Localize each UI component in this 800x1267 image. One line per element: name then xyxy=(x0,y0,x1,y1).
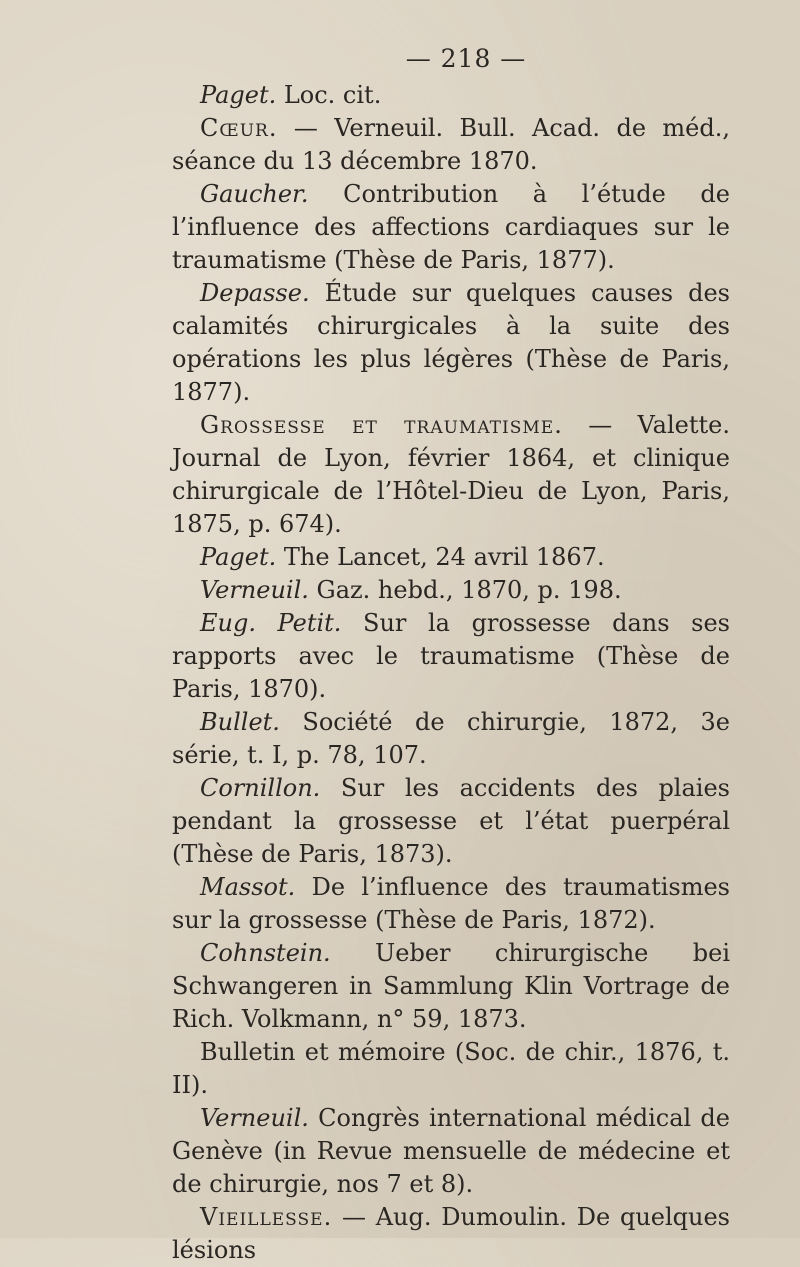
page-content xyxy=(172,44,730,1267)
entry-author: Paget. xyxy=(200,543,277,571)
entry-text: Congrès international médical de Genève (in Revue mensuelle de médecine et de chirurgie, nos 7 et 8). xyxy=(172,1104,730,1198)
entry-author: Grossesse et traumatisme. xyxy=(200,411,563,439)
entry-text: Sur les accidents des plaies pendant la grossesse et l’état puerpéral (Thèse de Paris, 1873). xyxy=(172,774,730,868)
bibliography-entry xyxy=(172,772,730,871)
bibliography-entry xyxy=(172,937,730,1036)
bibliography-entry xyxy=(172,574,730,607)
bibliography-entry xyxy=(172,607,730,706)
entry-text: — Valette. Journal de Lyon, février 1864, et clinique chirurgicale de l’Hôtel-Dieu de Lyon, Paris, 1875, p. 674). xyxy=(172,411,730,538)
entry-text: Étude sur quelques causes des calamités chirurgicales à la suite des opérations les plus légères (Thèse de Paris, 1877). xyxy=(172,279,730,406)
entry-author: Depasse. xyxy=(200,279,310,307)
entry-author: Paget. xyxy=(200,81,277,109)
bibliography-entry xyxy=(172,79,730,112)
bibliography-entry xyxy=(172,112,730,178)
entry-text: De l’influence des traumatismes sur la grossesse (Thèse de Paris, 1872). xyxy=(172,873,730,934)
entry-author: Verneuil. xyxy=(200,576,309,604)
entry-text: Gaz. hebd., 1870, p. 198. xyxy=(308,576,622,604)
entry-text: Société de chirurgie, 1872, 3e série, t. I, p. 78, 107. xyxy=(172,708,730,769)
entry-text: — Verneuil. Bull. Acad. de méd., séance du 13 décembre 1870. xyxy=(172,114,730,175)
bibliography-entry xyxy=(172,1102,730,1201)
entry-author: Cornillon. xyxy=(200,774,321,802)
bibliography-entry xyxy=(172,409,730,541)
entry-text: Sur la grossesse dans ses rapports avec le traumatisme (Thèse de Paris, 1870). xyxy=(172,609,730,703)
entry-text: Loc. cit. xyxy=(276,81,382,109)
entry-text: Bulletin et mémoire (Soc. de chir., 1876, t. II). xyxy=(172,1038,730,1099)
entry-author: Massot. xyxy=(200,873,296,901)
bibliography-entry xyxy=(172,706,730,772)
entry-author: Cœur. xyxy=(200,114,278,142)
bibliography-entry xyxy=(172,871,730,937)
entry-author: Eug. Petit. xyxy=(200,609,342,637)
bibliography-entry xyxy=(172,541,730,574)
bibliography-entry xyxy=(172,1036,730,1102)
page-number: — 218 — xyxy=(405,44,527,73)
bibliography-entry xyxy=(172,1201,730,1267)
entry-author: Verneuil. xyxy=(200,1104,309,1132)
entry-author: Gaucher. xyxy=(200,180,309,208)
entry-author: Vieillesse. xyxy=(200,1203,333,1231)
entry-text: — Aug. Dumoulin. De quelques lésions xyxy=(172,1203,730,1264)
entry-author: Bullet. xyxy=(200,708,280,736)
entry-text: Contribution à l’étude de l’influence des affections cardiaques sur le traumatisme (Thèse de Paris, 1877). xyxy=(172,180,730,274)
entry-text: Ueber chirurgische bei Schwangeren in Sammlung Klin Vortrage de Rich. Volkmann, n° 59, 1873. xyxy=(172,939,730,1033)
entry-author: Cohnstein. xyxy=(200,939,331,967)
bibliography-entry xyxy=(172,178,730,277)
entry-text: The Lancet, 24 avril 1867. xyxy=(276,543,605,571)
bibliography-entry xyxy=(172,277,730,409)
